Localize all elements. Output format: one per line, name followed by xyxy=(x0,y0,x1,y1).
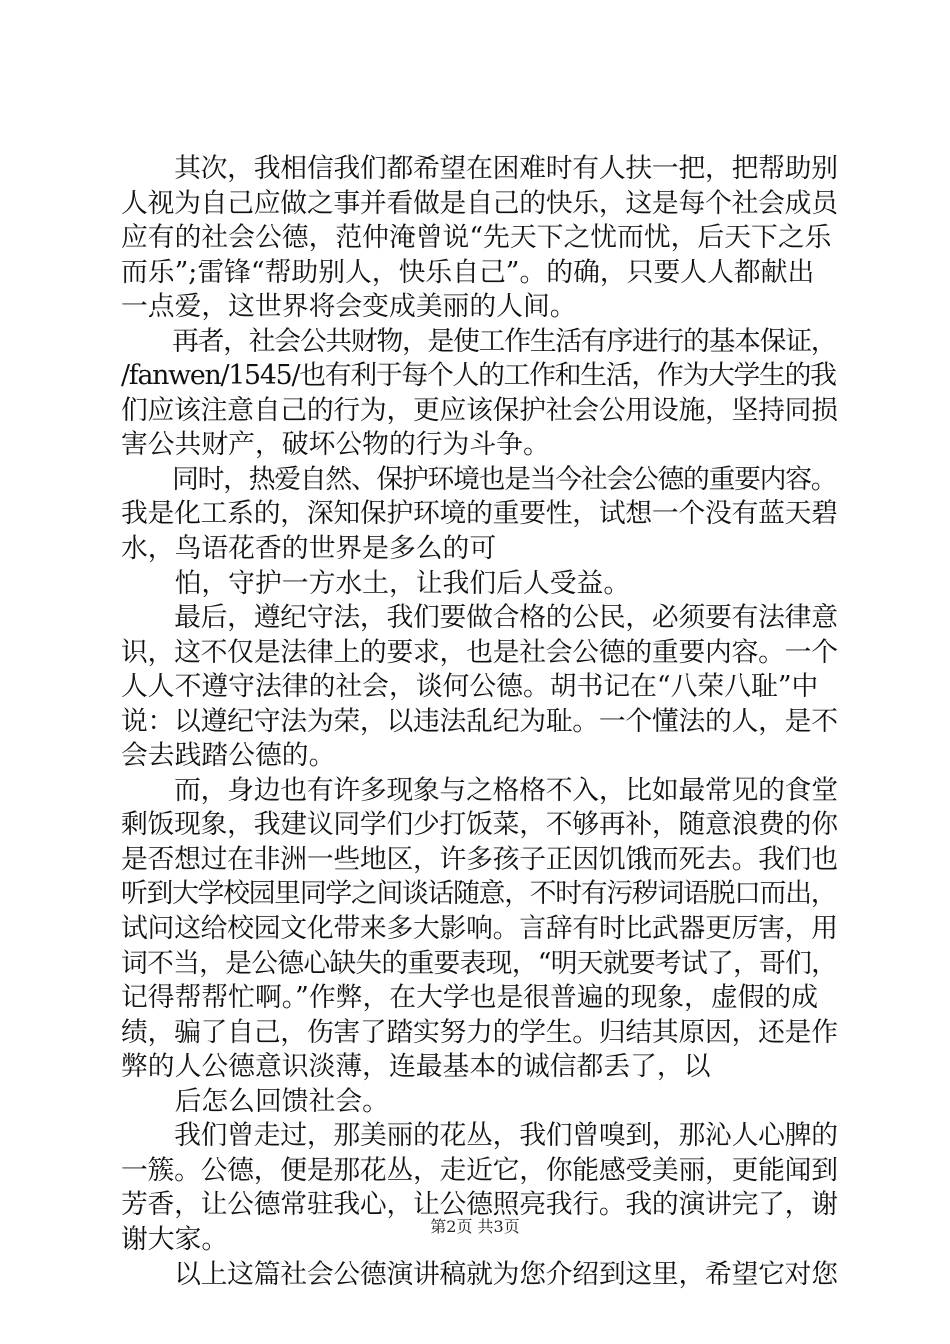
text-line: 识，这不仅是法律上的要求，也是社会公德的重要内容。一个 xyxy=(121,636,838,668)
text-line: 怕，守护一方水土，让我们后人受益。 xyxy=(121,567,631,599)
text-line: 剩饭现象，我建议同学们少打饭菜，不够再补，随意浪费的你 xyxy=(121,809,838,841)
text-line: 其次，我相信我们都希望在困难时有人扶一把，把帮助别 xyxy=(121,153,838,184)
text-line: 而乐”;雷锋“帮助别人，快乐自己”。的确，只要人人都献出 xyxy=(121,256,815,288)
text-line: 以上这篇社会公德演讲稿就为您介绍到这里，希望它对您 xyxy=(121,1258,838,1290)
text-line: 会去践踏公德的。 xyxy=(121,740,336,772)
text-line: 记得帮帮忙啊。”作弊，在大学也是很普遍的现象，虚假的成 xyxy=(121,982,819,1014)
text-line: 是否想过在非洲一些地区，许多孩子正因饥饿而死去。我们也 xyxy=(121,843,838,875)
text-line: 一点爱，这世界将会变成美丽的人间。 xyxy=(121,291,577,323)
body-text xyxy=(121,152,838,1292)
text-line: 害公共财产，破坏公物的行为斗争。 xyxy=(121,429,550,461)
text-line: 们应该注意自己的行为，更应该保护社会公用设施，坚持同损 xyxy=(121,394,838,426)
text-line: 一簇。公德，便是那花丛，走近它，你能感受美丽，更能闻到 xyxy=(121,1154,838,1186)
text-line: 应有的社会公德，范仲淹曾说“先天下之忧而忧，后天下之乐 xyxy=(121,222,832,254)
text-line: 我们曾走过，那美丽的花丛，我们曾嗅到，那沁人心脾的 xyxy=(121,1120,838,1152)
text-line: 听到大学校园里同学之间谈话随意，不时有污秽词语脱口而出， xyxy=(121,878,837,910)
text-line: 人人不遵守法律的社会，谈何公德。胡书记在“八荣八耻”中 xyxy=(121,671,819,703)
text-line: 而，身边也有许多现象与之格格不入，比如最常见的食堂 xyxy=(121,774,838,806)
text-line: 说：以遵纪守法为荣，以违法乱纪为耻。一个懂法的人，是不 xyxy=(121,705,838,737)
text-line: 试问这给校园文化带来多大影响。言辞有时比武器更厉害，用 xyxy=(121,913,838,945)
text-line: 再者，社会公共财物，是使工作生活有序进行的基本保证， xyxy=(121,325,837,357)
text-line: 绩，骗了自己，伤害了踏实努力的学生。归结其原因，还是作 xyxy=(121,1016,838,1048)
text-line: 我是化工系的，深知保护环境的重要性，试想一个没有蓝天碧 xyxy=(121,498,838,530)
text-line: 水，鸟语花香的世界是多么的可 xyxy=(121,533,497,565)
text-line: 同时，热爱自然、保护环境也是当今社会公德的重要内容。 xyxy=(121,463,837,495)
page-footer: 第2页 共3页 xyxy=(430,1217,520,1236)
text-line: 弊的人公德意识淡薄，连最基本的诚信都丢了，以 xyxy=(121,1051,711,1083)
text-line: /fanwen/1545/也有利于每个人的工作和生活，作为大学生的我 xyxy=(121,360,836,392)
text-line: 后怎么回馈社会。 xyxy=(121,1085,389,1117)
text-line: 词不当，是公德心缺失的重要表现，“明天就要考试了，哥们， xyxy=(121,947,838,979)
text-line: 谢大家。 xyxy=(121,1223,229,1255)
text-line: 芳香，让公德常驻我心，让公德照亮我行。我的演讲完了，谢 xyxy=(121,1189,838,1221)
text-line: 人视为自己应做之事并看做是自己的快乐，这是每个社会成员 xyxy=(121,187,838,219)
text-line: 最后，遵纪守法，我们要做合格的公民，必须要有法律意 xyxy=(121,602,838,634)
